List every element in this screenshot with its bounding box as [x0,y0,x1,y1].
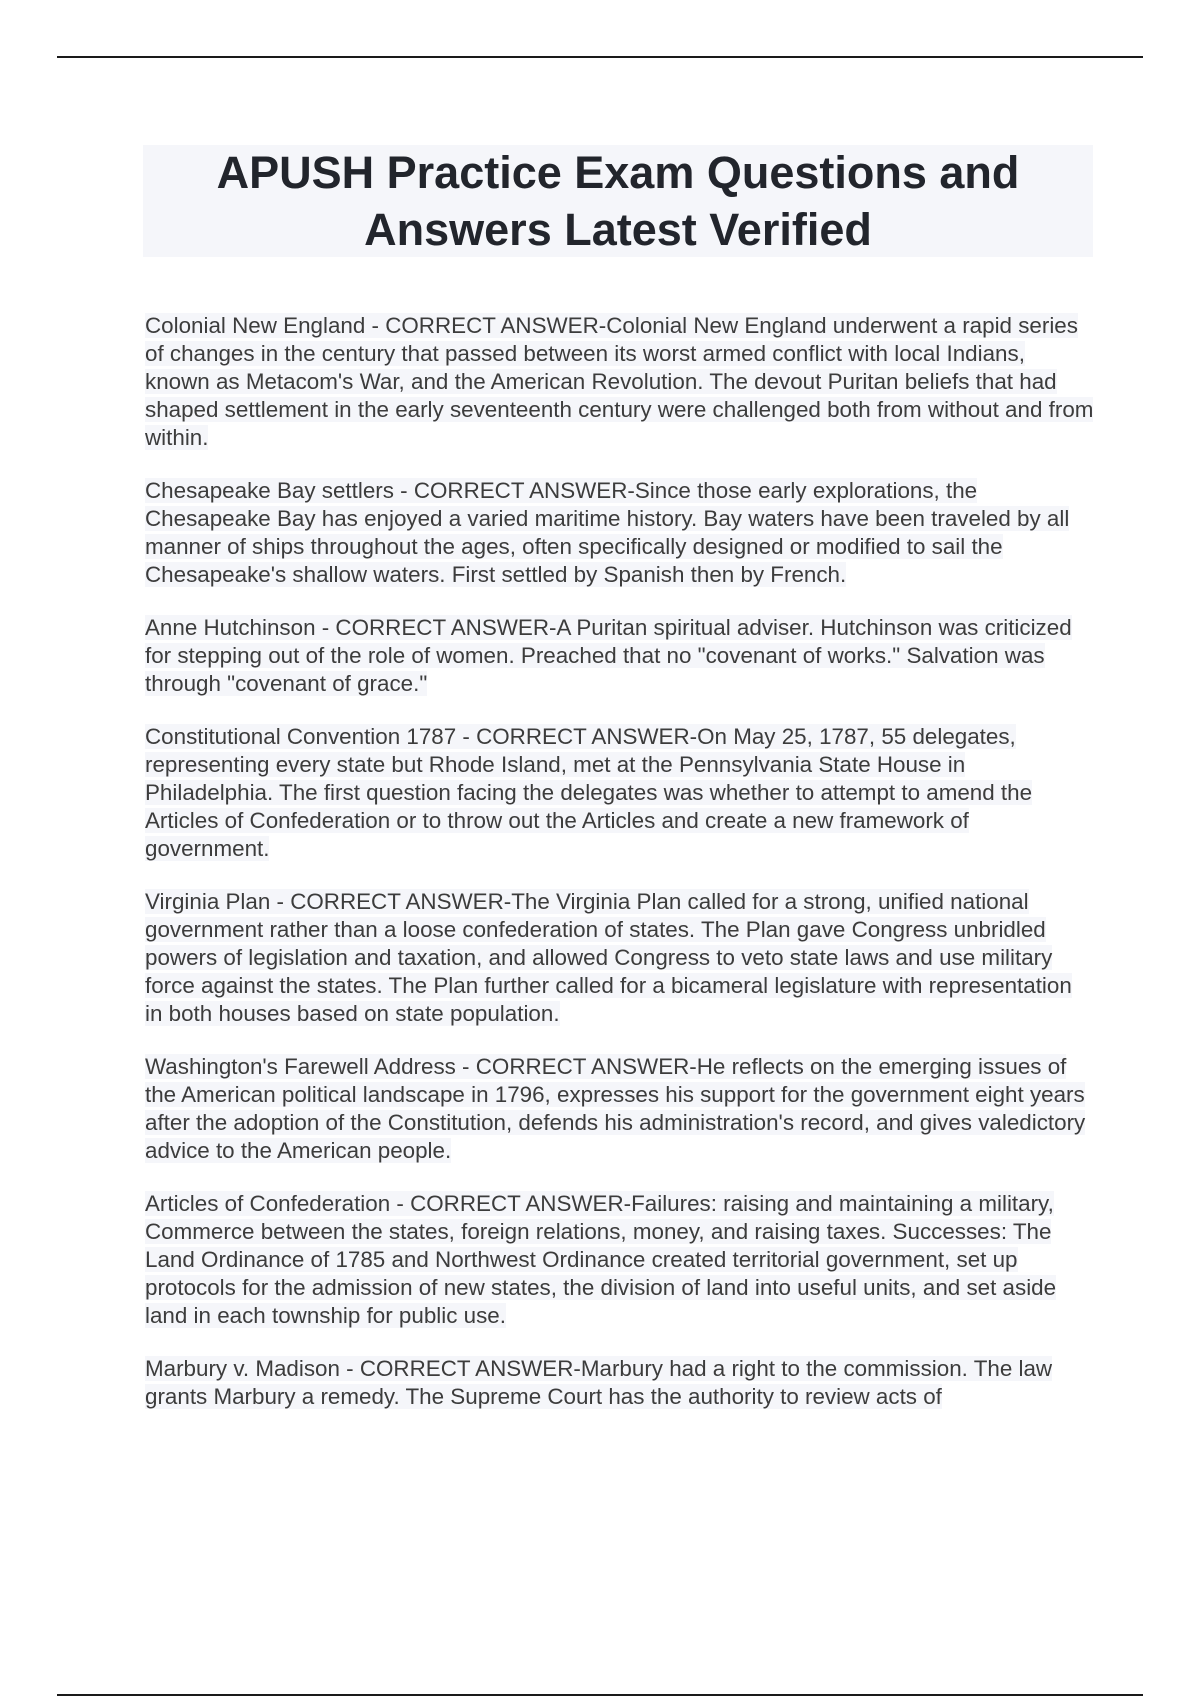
qa-entries [145,312,1095,1436]
qa-entry [145,1355,1095,1411]
title-banner [143,145,1093,257]
qa-entry-text: Constitutional Convention 1787 - CORRECT ANSWER-On May 25, 1787, 55 delegates, representing every state but Rhode Island, met at the Pennsylvania State House in Philadelphia. The first question facing the delegates was whether to attempt to amend the Articles of Confederation or to throw out the Articles and create a new framework of government. [145,724,1033,861]
qa-entry-text: Virginia Plan - CORRECT ANSWER-The Virginia Plan called for a strong, unified national government rather than a loose confederation of states. The Plan gave Congress unbridled powers of legislation and taxation, and allowed Congress to veto state laws and use military force against the states. The Plan further called for a bicameral legislature with representation in both houses based on state population. [145,889,1072,1026]
qa-entry-text: Articles of Confederation - CORRECT ANSWER-Failures: raising and maintaining a military, Commerce between the states, foreign relations, money, and raising taxes. Successes: The Land Ordinance of 1785 and Northwest Ordinance created territorial government, set up protocols for the admission of new states, the division of land into useful units, and set aside land in each township for public use. [145,1191,1057,1328]
top-rule [57,56,1143,58]
qa-entry [145,1053,1095,1165]
qa-entry [145,312,1095,452]
qa-entry-text: Colonial New England - CORRECT ANSWER-Colonial New England underwent a rapid series of changes in the century that passed between its worst armed conflict with local Indians, known as Metacom's War, and the American Revolution. The devout Puritan beliefs that had shaped settlement in the early seventeenth century were challenged both from without and from within. [145,313,1094,450]
qa-entry [145,614,1095,698]
qa-entry-text: Chesapeake Bay settlers - CORRECT ANSWER-Since those early explorations, the Chesapeake Bay has enjoyed a varied maritime history. Bay waters have been traveled by all manner of ships throughout the ages, often specifically designed or modified to sail the Chesapeake's shallow waters. First settled by Spanish then by French. [145,478,1070,587]
qa-entry-text: Anne Hutchinson - CORRECT ANSWER-A Puritan spiritual adviser. Hutchinson was criticized for stepping out of the role of women. Preached that no "covenant of works." Salvation was through "covenant of grace." [145,615,1072,696]
qa-entry [145,888,1095,1028]
qa-entry [145,477,1095,589]
qa-entry [145,1190,1095,1330]
bottom-rule [57,1694,1143,1696]
qa-entry [145,723,1095,863]
qa-entry-text: Marbury v. Madison - CORRECT ANSWER-Marbury had a right to the commission. The law grants Marbury a remedy. The Supreme Court has the authority to review acts of [145,1356,1053,1409]
page-title: APUSH Practice Exam Questions and Answers Latest Verified [216,147,1020,255]
qa-entry-text: Washington's Farewell Address - CORRECT ANSWER-He reflects on the emerging issues of the American political landscape in 1796, expresses his support for the government eight years after the adoption of the Constitution, defends his administration's record, and gives valedictory advice to the American people. [145,1054,1086,1163]
